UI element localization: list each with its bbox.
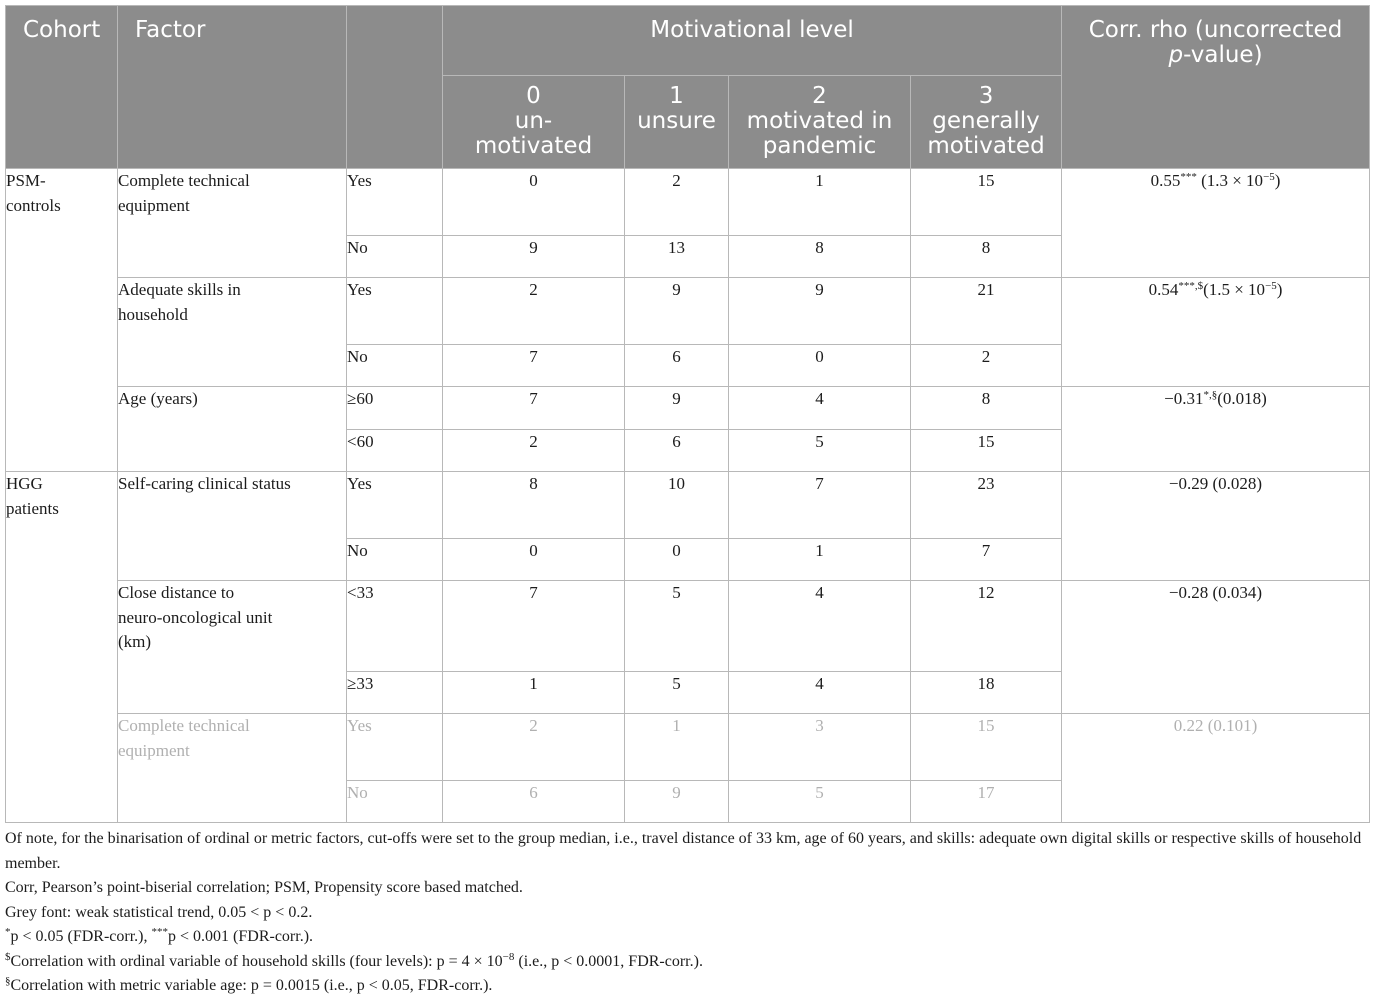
p-value: (0.034) bbox=[1208, 583, 1263, 602]
count-cell: 10 bbox=[625, 472, 729, 539]
count-cell: 2 bbox=[625, 169, 729, 236]
count-cell: 23 bbox=[911, 472, 1062, 539]
count-cell: 8 bbox=[911, 236, 1062, 278]
p-value-close: ) bbox=[1274, 171, 1281, 190]
corr-header-p: p bbox=[1168, 42, 1184, 68]
count-cell: 0 bbox=[443, 169, 625, 236]
factor-name: neuro-oncological unit bbox=[118, 607, 273, 627]
table-row bbox=[6, 714, 1370, 781]
factor-cell bbox=[118, 169, 347, 278]
cohort-name: PSM- bbox=[6, 171, 46, 190]
motivational-level-header: Motivational level bbox=[443, 6, 1062, 76]
significance-marker: *,§ bbox=[1203, 389, 1218, 401]
level-number: 2 bbox=[812, 83, 827, 109]
factor-name: equipment bbox=[118, 195, 190, 215]
rho-value: −0.31 bbox=[1164, 389, 1204, 408]
count-cell: 5 bbox=[625, 672, 729, 714]
factor-level-cell: Yes bbox=[347, 278, 443, 345]
count-cell: 9 bbox=[443, 236, 625, 278]
footnote-significance bbox=[5, 925, 1371, 950]
count-cell: 0 bbox=[729, 345, 911, 387]
footnote-symbol: *** bbox=[151, 926, 169, 938]
table-row bbox=[6, 472, 1370, 539]
count-cell: 13 bbox=[625, 236, 729, 278]
factor-cell bbox=[118, 472, 347, 581]
factor-level-cell: ≥60 bbox=[347, 387, 443, 430]
level-label: motivated in bbox=[746, 108, 893, 134]
level-number: 3 bbox=[978, 83, 994, 109]
factor-level-cell: No bbox=[347, 236, 443, 278]
level-1-header bbox=[625, 76, 729, 169]
cohort-name: HGG bbox=[6, 474, 43, 493]
factor-name: household bbox=[118, 304, 188, 324]
cohort-header: Cohort bbox=[6, 6, 118, 169]
count-cell: 17 bbox=[911, 781, 1062, 823]
correlation-cell bbox=[1062, 472, 1370, 581]
correlation-cell bbox=[1062, 169, 1370, 278]
significance-marker: *** bbox=[1180, 171, 1197, 183]
footnote-abbreviations: Corr, Pearson’s point-biserial correlation; PSM, Propensity score based matched. bbox=[5, 879, 523, 896]
footnote-age bbox=[5, 974, 1371, 999]
factor-name: Self-caring clinical status bbox=[118, 474, 291, 493]
count-cell: 15 bbox=[911, 714, 1062, 781]
p-value: (1.5 × 10 bbox=[1203, 280, 1266, 299]
p-value: (0.018) bbox=[1217, 389, 1267, 408]
factor-level-cell: Yes bbox=[347, 714, 443, 781]
count-cell: 9 bbox=[625, 387, 729, 430]
level-number: 1 bbox=[669, 83, 684, 109]
cohort-name: patients bbox=[6, 498, 59, 518]
level-label: pandemic bbox=[762, 133, 877, 159]
corr-header-suffix: -value) bbox=[1183, 42, 1263, 68]
p-exponent: −5 bbox=[1263, 171, 1275, 183]
footnote-symbol: * bbox=[5, 926, 11, 938]
p-exponent: −5 bbox=[1265, 280, 1277, 292]
level-3-header bbox=[911, 76, 1062, 169]
footnote-symbol: § bbox=[5, 975, 11, 987]
count-cell: 5 bbox=[729, 781, 911, 823]
p-value: (0.028) bbox=[1208, 474, 1263, 493]
factor-name: Complete technical bbox=[118, 171, 250, 190]
factor-level-cell: <33 bbox=[347, 581, 443, 672]
table-row bbox=[6, 387, 1370, 430]
factor-level-cell: No bbox=[347, 781, 443, 823]
count-cell: 9 bbox=[625, 278, 729, 345]
factor-name: equipment bbox=[118, 740, 190, 760]
table-row bbox=[6, 169, 1370, 236]
count-cell: 9 bbox=[729, 278, 911, 345]
level-label: unsure bbox=[637, 108, 716, 134]
factor-level-cell: Yes bbox=[347, 472, 443, 539]
rho-value: −0.28 bbox=[1168, 583, 1209, 602]
count-cell: 4 bbox=[729, 672, 911, 714]
factor-level-cell: No bbox=[347, 539, 443, 581]
level-header bbox=[347, 6, 443, 169]
cohort-cell bbox=[6, 472, 118, 823]
count-cell: 6 bbox=[625, 345, 729, 387]
count-cell: 7 bbox=[443, 387, 625, 430]
footnote-skills bbox=[5, 950, 1371, 975]
count-cell: 1 bbox=[729, 169, 911, 236]
count-cell: 7 bbox=[443, 581, 625, 672]
count-cell: 8 bbox=[443, 472, 625, 539]
count-cell: 8 bbox=[729, 236, 911, 278]
level-0-header bbox=[443, 76, 625, 169]
factor-level-cell: ≥33 bbox=[347, 672, 443, 714]
count-cell: 4 bbox=[729, 387, 911, 430]
count-cell: 21 bbox=[911, 278, 1062, 345]
count-cell: 5 bbox=[625, 581, 729, 672]
factor-header: Factor bbox=[118, 6, 347, 169]
count-cell: 1 bbox=[729, 539, 911, 581]
count-cell: 2 bbox=[443, 430, 625, 472]
footnote-exponent: −8 bbox=[502, 950, 515, 963]
count-cell: 15 bbox=[911, 169, 1062, 236]
count-cell: 15 bbox=[911, 430, 1062, 472]
correlation-cell bbox=[1062, 387, 1370, 472]
footnote-text: p < 0.05 (FDR-corr.), bbox=[10, 928, 152, 945]
cohort-cell bbox=[6, 169, 118, 472]
rho-value: −0.29 bbox=[1168, 474, 1209, 493]
footnote-text: (i.e., p < 0.0001, FDR-corr.). bbox=[514, 952, 703, 970]
table-header bbox=[6, 6, 1370, 169]
footnote-text: p < 0.001 (FDR-corr.). bbox=[168, 928, 314, 945]
factor-level-cell: Yes bbox=[347, 169, 443, 236]
level-label: motivated bbox=[927, 133, 1045, 159]
correlation-cell bbox=[1062, 278, 1370, 387]
factor-name: Close distance to bbox=[118, 583, 235, 602]
count-cell: 7 bbox=[729, 472, 911, 539]
count-cell: 6 bbox=[625, 430, 729, 472]
level-label: un- bbox=[514, 108, 553, 134]
count-cell: 8 bbox=[911, 387, 1062, 430]
level-label: motivated bbox=[474, 133, 593, 159]
count-cell: 4 bbox=[729, 581, 911, 672]
count-cell: 0 bbox=[443, 539, 625, 581]
count-cell: 18 bbox=[911, 672, 1062, 714]
table-row bbox=[6, 581, 1370, 672]
rho-value: 0.55 bbox=[1150, 171, 1181, 190]
footnote-symbol: $ bbox=[5, 950, 11, 963]
factor-name: Age (years) bbox=[118, 389, 198, 408]
count-cell: 7 bbox=[911, 539, 1062, 581]
count-cell: 0 bbox=[625, 539, 729, 581]
level-label: generally bbox=[932, 108, 1040, 134]
footnote-cutoffs: Of note, for the binarisation of ordinal or metric factors, cut-offs were set to the group median, i.e., travel distance of 33 km, age of 60 years, and skills: adequate own digital skills or respective skills of household member. bbox=[5, 830, 1362, 872]
table-row bbox=[6, 278, 1370, 345]
significance-marker: ***,$ bbox=[1178, 280, 1204, 292]
factor-cell bbox=[118, 581, 347, 714]
factor-level-cell: <60 bbox=[347, 430, 443, 472]
count-cell: 12 bbox=[911, 581, 1062, 672]
corr-header bbox=[1062, 6, 1370, 169]
p-value: (0.101) bbox=[1203, 716, 1258, 735]
correlation-cell bbox=[1062, 714, 1370, 823]
factor-name: Complete technical bbox=[118, 716, 250, 735]
p-value: (1.3 × 10 bbox=[1196, 171, 1264, 190]
factor-cell bbox=[118, 387, 347, 472]
footnote-text: Correlation with metric variable age: p = 0.0015 (i.e., p < 0.05, FDR-corr.). bbox=[10, 977, 493, 994]
factor-level-cell: No bbox=[347, 345, 443, 387]
p-value-close: ) bbox=[1276, 280, 1283, 299]
factor-cell bbox=[118, 714, 347, 823]
footnote-grey-font: Grey font: weak statistical trend, 0.05 < p < 0.2. bbox=[5, 903, 313, 921]
footnote-text: Correlation with ordinal variable of household skills (four levels): p = 4 × 10 bbox=[10, 952, 503, 970]
count-cell: 5 bbox=[729, 430, 911, 472]
correlation-cell bbox=[1062, 581, 1370, 714]
count-cell: 9 bbox=[625, 781, 729, 823]
count-cell: 3 bbox=[729, 714, 911, 781]
rho-value: 0.54 bbox=[1148, 280, 1179, 299]
count-cell: 6 bbox=[443, 781, 625, 823]
table-footnotes bbox=[5, 827, 1371, 999]
count-cell: 7 bbox=[443, 345, 625, 387]
count-cell: 2 bbox=[443, 714, 625, 781]
level-number: 0 bbox=[526, 83, 541, 109]
level-2-header bbox=[729, 76, 911, 169]
count-cell: 2 bbox=[443, 278, 625, 345]
count-cell: 1 bbox=[625, 714, 729, 781]
count-cell: 2 bbox=[911, 345, 1062, 387]
cohort-name: controls bbox=[6, 195, 61, 215]
factor-cell bbox=[118, 278, 347, 387]
results-table bbox=[5, 5, 1370, 823]
corr-header-prefix: Corr. rho (uncorrected bbox=[1088, 17, 1343, 43]
rho-value: 0.22 bbox=[1173, 716, 1204, 735]
factor-name: Adequate skills in bbox=[118, 280, 241, 299]
count-cell: 1 bbox=[443, 672, 625, 714]
factor-name: (km) bbox=[118, 632, 152, 651]
